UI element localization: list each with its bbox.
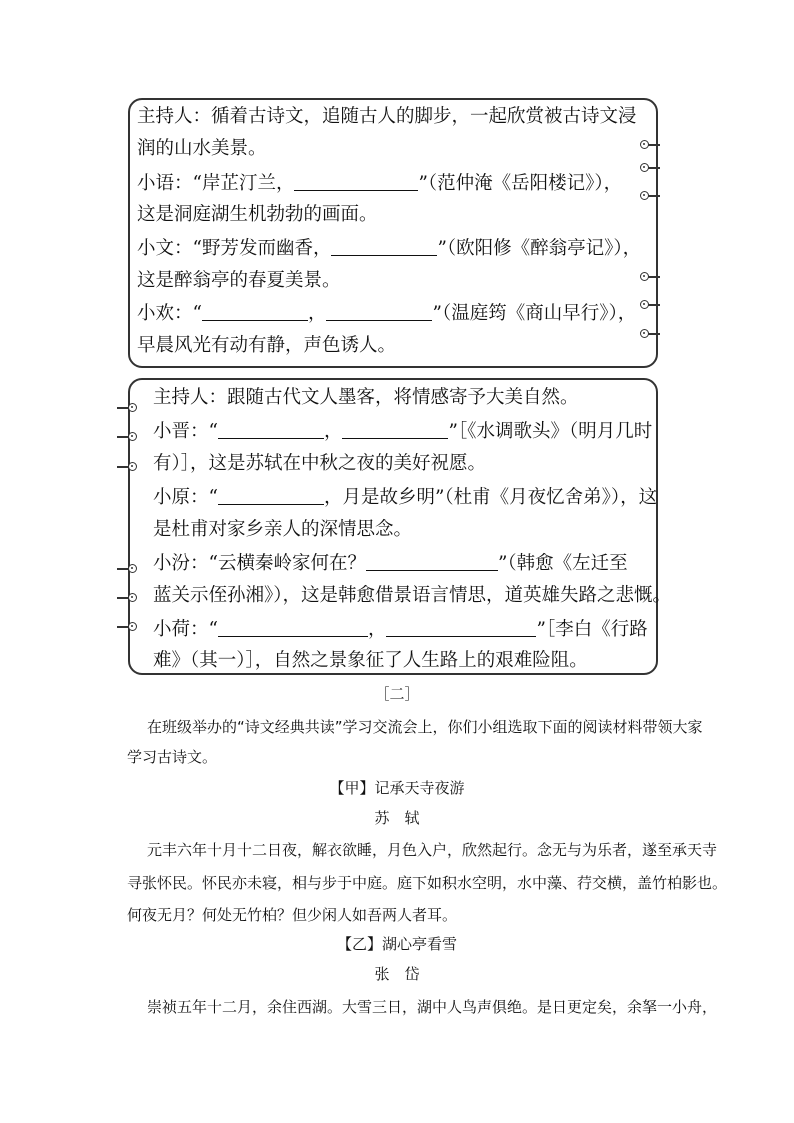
card1-xiaowen-line bbox=[137, 237, 641, 260]
intro-line: 学习古诗文。 bbox=[127, 748, 218, 766]
binder-ring-icon bbox=[119, 622, 137, 632]
passage-a-author: 苏 轼 bbox=[374, 809, 420, 827]
answer-blank[interactable] bbox=[218, 420, 324, 439]
card2-xiaohe-desc: 难》（其一）］，自然之景象征了人生路上的艰难险阻。 bbox=[153, 650, 588, 671]
card2-xiaoyuan-line bbox=[153, 486, 657, 509]
xiaoyuan-prefix: 小原：“ bbox=[153, 487, 218, 508]
binder-ring-icon bbox=[640, 300, 658, 310]
answer-blank[interactable] bbox=[386, 618, 536, 637]
binder-ring-icon bbox=[640, 140, 658, 150]
xiaoyu-prefix: 小语：“岸芷汀兰， bbox=[137, 173, 295, 194]
answer-blank[interactable] bbox=[218, 486, 324, 505]
card1-xiaoyu-line bbox=[137, 172, 622, 195]
intro-line: 在班级举办的“诗文经典共读”学习交流会上，你们小组选取下面的阅读材料带领大家 bbox=[147, 718, 703, 736]
answer-blank[interactable] bbox=[218, 618, 368, 637]
passage-b-author: 张 岱 bbox=[374, 965, 420, 983]
binder-ring-icon bbox=[640, 163, 658, 173]
xiaofen-prefix: 小汾：“云横秦岭家何在？ bbox=[153, 553, 366, 574]
xiaoyuan-suffix: ，月是故乡明”（杜甫《月夜忆舍弟》），这 bbox=[323, 487, 658, 508]
binder-ring-icon bbox=[119, 593, 137, 603]
card1-xiaoyu-desc: 这是洞庭湖生机勃勃的画面。 bbox=[137, 204, 378, 225]
passage-b-title: 【乙】湖心亭看雪 bbox=[336, 935, 457, 953]
section-label: ［二］ bbox=[374, 685, 420, 703]
passage-a-line: 元丰六年十月十二日夜，解衣欲睡，月色入户，欣然起行。念无与为乐者，遂至承天寺 bbox=[147, 841, 718, 859]
xiaohuan-prefix: 小欢：“ bbox=[137, 303, 202, 324]
binder-ring-icon bbox=[640, 191, 658, 201]
answer-blank[interactable] bbox=[202, 302, 308, 321]
binder-ring-icon bbox=[119, 432, 137, 442]
xiaojin-suffix: ”［《水调歌头》（明月几时 bbox=[448, 421, 653, 442]
answer-blank[interactable] bbox=[342, 420, 448, 439]
xiaohuan-suffix: ”（温庭筠《商山早行》）， bbox=[432, 303, 637, 324]
binder-ring-icon bbox=[119, 462, 137, 472]
xiaofen-suffix: ”（韩愈《左迁至 bbox=[497, 553, 628, 574]
xiaojin-comma: ， bbox=[323, 421, 343, 442]
answer-blank[interactable] bbox=[294, 172, 418, 191]
card1-xiaohuan-desc: 早晨风光有动有静，声色诱人。 bbox=[137, 335, 397, 356]
card2-xiaojin-line bbox=[153, 420, 652, 443]
xiaohe-suffix: ”［李白《行路 bbox=[536, 619, 648, 640]
passage-a-line: 寻张怀民。怀民亦未寝，相与步于中庭。庭下如积水空明，水中藻、荇交横，盖竹柏影也。 bbox=[127, 874, 728, 892]
binder-ring-icon bbox=[119, 564, 137, 574]
xiaojin-prefix: 小晋：“ bbox=[153, 421, 218, 442]
card1-xiaowen-desc: 这是醉翁亭的春夏美景。 bbox=[137, 270, 341, 291]
card1-host-line-cont: 润的山水美景。 bbox=[137, 138, 267, 159]
card2-xiaofen-desc: 蓝关示侄孙湘》），这是韩愈借景语言情思，道英雄失路之悲慨。 bbox=[153, 585, 672, 606]
passage-a-line: 何夜无月？何处无竹柏？但少闲人如吾两人者耳。 bbox=[127, 906, 458, 924]
card1-host-line: 主持人：循着古诗文，追随古人的脚步，一起欣赏被古诗文浸 bbox=[137, 106, 637, 127]
card2-xiaojin-desc: 有）］，这是苏轼在中秋之夜的美好祝愿。 bbox=[153, 453, 487, 474]
xiaohe-prefix: 小荷：“ bbox=[153, 619, 218, 640]
passage-a-title: 【甲】记承天寺夜游 bbox=[329, 779, 465, 797]
card1-xiaohuan-line bbox=[137, 302, 636, 325]
binder-ring-icon bbox=[640, 329, 658, 339]
binder-ring-icon bbox=[640, 272, 658, 282]
passage-b-line: 崇祯五年十二月，余住西湖。大雪三日，湖中人鸟声俱绝。是日更定矣，余拏一小舟， bbox=[147, 998, 718, 1016]
xiaowen-prefix: 小文：“野芳发而幽香， bbox=[137, 238, 332, 259]
binder-ring-icon bbox=[119, 403, 137, 413]
answer-blank[interactable] bbox=[331, 237, 437, 256]
answer-blank[interactable] bbox=[326, 302, 432, 321]
card2-xiaoyuan-desc: 是杜甫对家乡亲人的深情思念。 bbox=[153, 519, 413, 540]
card2-xiaohe-line bbox=[153, 618, 648, 641]
answer-blank[interactable] bbox=[366, 552, 498, 571]
xiaoyu-suffix: ”（范仲淹《岳阳楼记》）， bbox=[418, 173, 623, 194]
xiaohuan-comma: ， bbox=[307, 303, 327, 324]
card2-xiaofen-line bbox=[153, 552, 628, 575]
card2-host-line: 主持人：跟随古代文人墨客，将情感寄予大美自然。 bbox=[153, 387, 579, 408]
xiaowen-suffix: ”（欧阳修《醉翁亭记》）， bbox=[437, 238, 642, 259]
xiaohe-comma: ， bbox=[367, 619, 387, 640]
